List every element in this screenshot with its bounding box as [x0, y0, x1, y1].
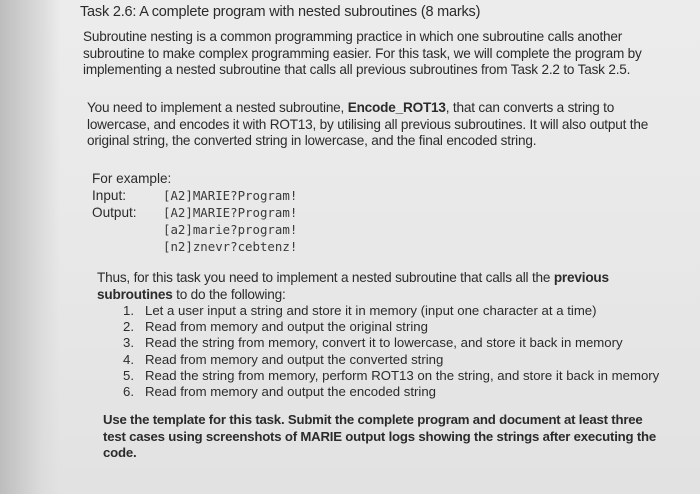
page-shadow [0, 0, 60, 494]
output-line-2: [a2]marie?program! [163, 222, 298, 237]
input-value: [A2]MARIE?Program! [163, 188, 298, 203]
list-item [123, 303, 659, 319]
step-number: 4. [123, 351, 134, 367]
task-title: Task 2.6: A complete program with nested subroutines (8 marks) [80, 4, 481, 20]
step-number: 5. [123, 367, 134, 383]
step-number: 6. [123, 384, 134, 400]
step-number: 2. [123, 319, 134, 335]
subroutine-name: Encode_ROT13 [347, 100, 446, 115]
output-line-1: [A2]MARIE?Program! [163, 205, 298, 220]
thus-emphasis: previous subroutines [97, 270, 609, 302]
step-text: Read from memory and output the original string [145, 319, 428, 335]
list-item [123, 384, 659, 400]
list-item [123, 319, 659, 335]
step-text: Read the string from memory, convert it to lowercase, and store it back in memory [145, 335, 623, 351]
example-heading: For example: [92, 171, 172, 186]
closing-instructions: Use the template for this task. Submit the complete program and document at least three test cases using screenshots of MARIE output logs showing the strings after executing the code. [103, 412, 657, 460]
step-text: Read from memory and output the converted string [145, 351, 444, 367]
list-item [123, 335, 659, 351]
steps-list [123, 303, 659, 400]
step-number: 1. [123, 303, 134, 318]
thus-paragraph [97, 270, 657, 303]
implementation-paragraph [87, 100, 677, 150]
impl-text-after: , that can converts a string to lowercase, and encodes it with ROT13, by utilising all previous subroutines. It will also output the original string, the converted string in lowercase, and the final encoded string. [87, 100, 649, 148]
list-item [123, 352, 659, 368]
thus-text-after: to do the following: [172, 286, 286, 302]
step-text: Read the string from memory, perform ROT13 on the string, and store it back in memory [145, 367, 660, 383]
intro-paragraph: Subroutine nesting is a common programming practice in which one subroutine calls another subroutine to make complex programming easier. For this task, we will complete the program by implementing a nested subroutine that calls all previous subroutines from Task 2.2 to Task 2.5. [83, 29, 642, 77]
impl-text-before: You need to implement a nested subroutine, [87, 100, 348, 115]
step-number: 3. [123, 335, 134, 351]
step-text: Let a user input a string and store it in memory (input one character at a time) [145, 303, 597, 318]
input-label: Input: [92, 188, 127, 203]
output-label: Output: [92, 205, 137, 220]
output-line-3: [n2]znevr?cebtenz! [163, 239, 298, 254]
thus-text-before: Thus, for this task you need to implement a nested subroutine that calls all the [97, 270, 554, 285]
example-block [92, 171, 298, 256]
list-item [123, 368, 659, 384]
step-text: Read from memory and output the encoded string [145, 384, 437, 400]
